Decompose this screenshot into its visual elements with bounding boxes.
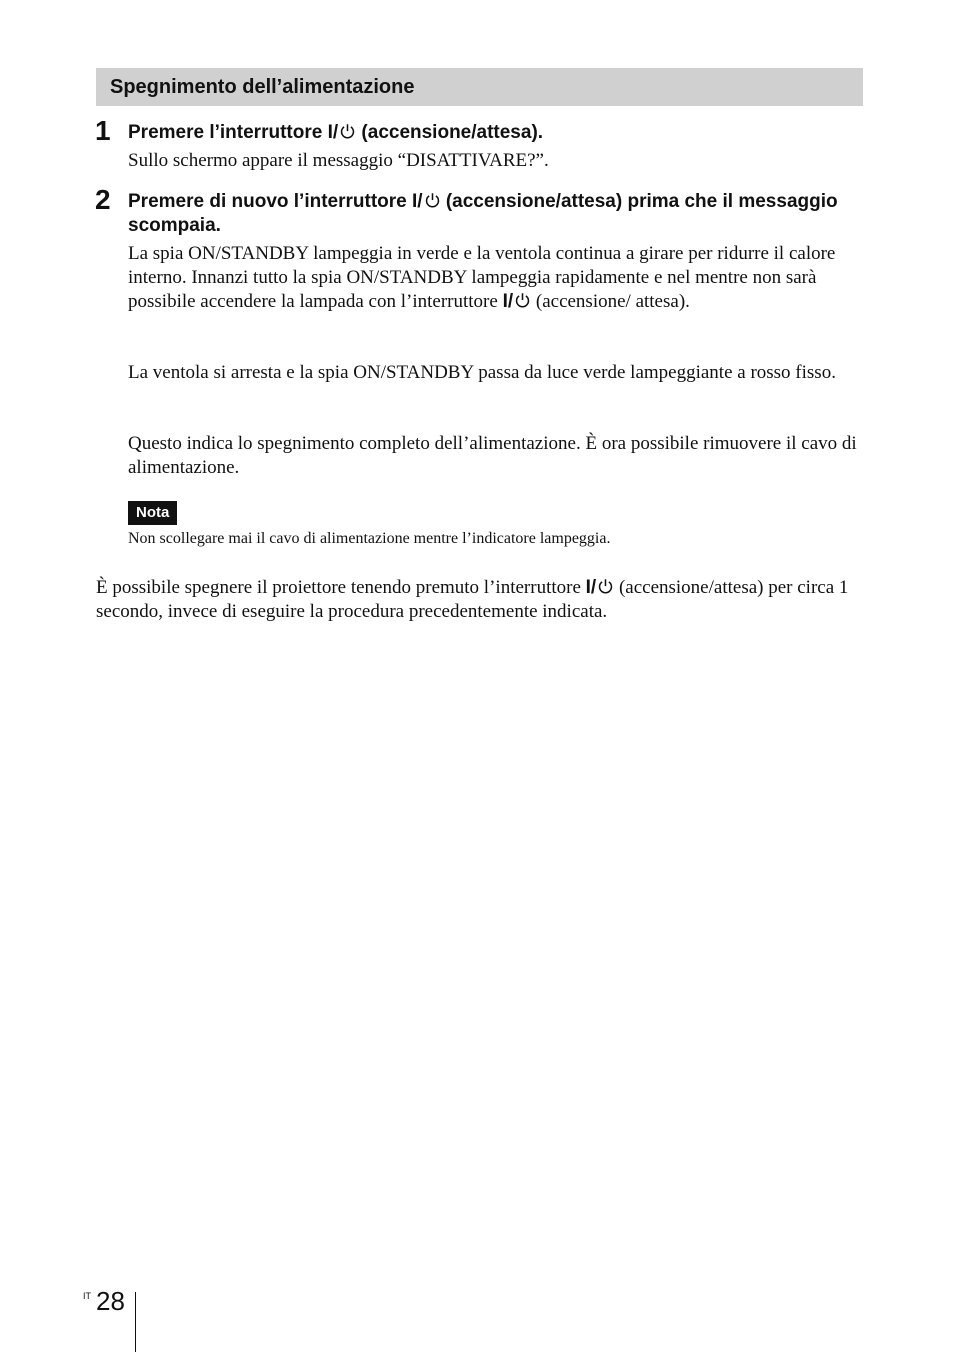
switch-symbol: I/	[327, 122, 339, 143]
page-number: 28	[96, 1286, 125, 1316]
step-2-paragraph-1-text-end: (accensione/ attesa).	[531, 291, 690, 312]
step-1-number: 1	[95, 115, 111, 146]
step-2-paragraph-1-text: La spia ON/STANDBY lampeggia in verde e la ventola continua a girare per ridurre il calore interno. Innanzi tutto la spia ON/STANDBY lampeggia rapidamente e nel mentre non sarà possibile accendere la lampada con l’interruttore	[128, 243, 836, 312]
step-1-heading-text-end: (accensione/attesa).	[356, 122, 544, 143]
step-2-heading-text-end: (accensione/attesa) prima che il messaggio scompaia.	[128, 191, 838, 236]
power-standby-icon	[424, 192, 441, 209]
step-1-heading-text: Premere l’interruttore	[128, 122, 328, 143]
note-text: Non scollegare mai il cavo di alimentazione mentre l’indicatore lampeggia.	[128, 530, 611, 547]
page-language-code: IT	[83, 1291, 91, 1301]
step-2-heading-text: Premere di nuovo l’interruttore	[128, 191, 412, 212]
closing-paragraph-text: È possibile spegnere il proiettore tenendo premuto l’interruttore	[96, 577, 586, 598]
step-2-heading	[128, 190, 863, 238]
switch-symbol: I/	[502, 291, 514, 312]
step-2-paragraph-2: La ventola si arresta e la spia ON/STANDBY passa da luce verde lampeggiante a rosso fisso.	[128, 362, 836, 383]
note-label-badge: Nota	[128, 501, 177, 525]
step-1-heading	[128, 121, 863, 145]
power-standby-icon	[597, 578, 614, 595]
step-1-body: Sullo schermo appare il messaggio “DISATTIVARE?”.	[128, 150, 549, 171]
closing-paragraph-text-end: (accensione/attesa) per circa 1 secondo, invece di eseguire la procedura precedentemente indicata.	[96, 577, 849, 622]
power-standby-icon	[339, 123, 356, 140]
closing-paragraph	[96, 576, 863, 624]
step-2-paragraph-3: Questo indica lo spegnimento completo dell’alimentazione. È ora possibile rimuovere il cavo di alimentazione.	[128, 433, 857, 478]
section-header-bar	[96, 68, 863, 106]
section-title: Spegnimento dell’alimentazione	[110, 75, 415, 98]
power-standby-icon	[514, 292, 531, 309]
switch-symbol: I/	[585, 577, 597, 598]
step-2-number: 2	[95, 184, 111, 215]
switch-symbol: I/	[412, 191, 423, 212]
page-margin-rule	[135, 1292, 136, 1352]
step-2-paragraph-1	[128, 242, 863, 314]
